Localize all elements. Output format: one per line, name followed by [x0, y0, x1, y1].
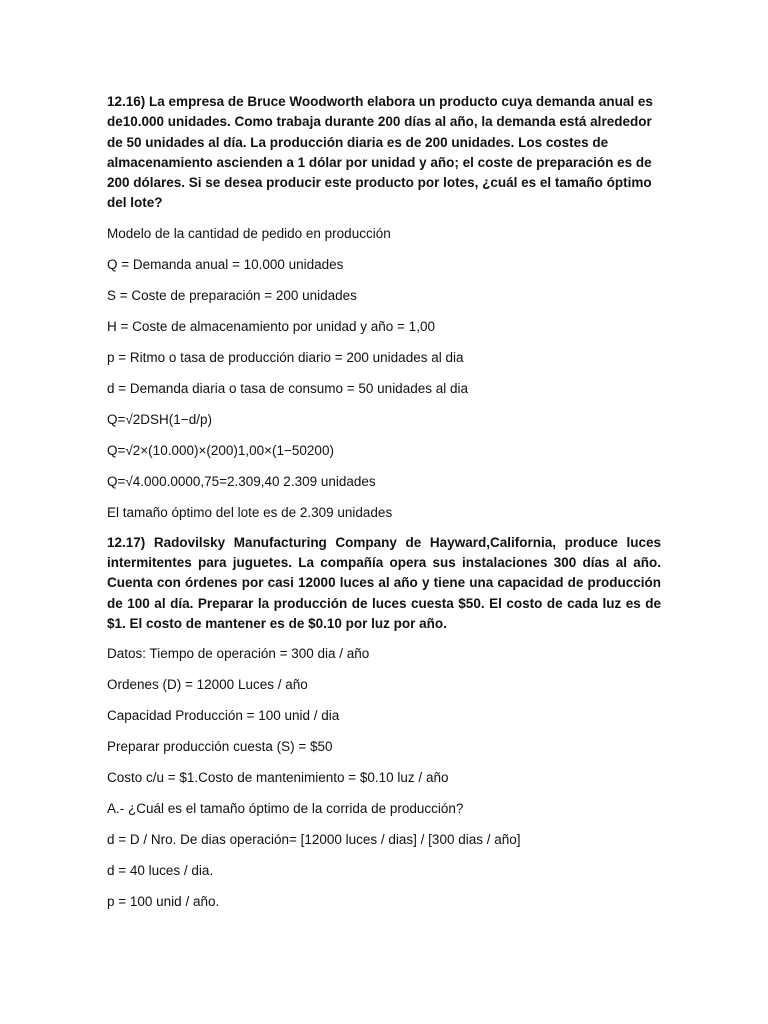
d-value-line: d = 40 luces / dia.: [107, 863, 214, 879]
eoq-formula: Q=√2DSH(1−d/p): [107, 411, 212, 427]
problem-12-16: [107, 92, 661, 214]
costo-line: Costo c/u = $1.Costo de mantenimiento = $0.10 luz / año: [107, 770, 449, 786]
d-formula-line: d = D / Nro. De dias operación= [12000 luces / dias] / [300 dias / año]: [107, 832, 521, 848]
definition-s: S = Coste de preparación = 200 unidades: [107, 287, 357, 303]
definition-q: Q = Demanda anual = 10.000 unidades: [107, 256, 344, 272]
problem-12-17: [107, 533, 661, 634]
document-page: [107, 92, 661, 912]
eoq-substitution: Q=√2×(10.000)×(200)1,00×(1−50200): [107, 442, 334, 458]
problem-number: 12.17): [107, 534, 146, 550]
definition-h: H = Coste de almacenamiento por unidad y año = 1,00: [107, 318, 435, 334]
problem-number: 12.16): [107, 94, 146, 109]
question-a: A.- ¿Cuál es el tamaño óptimo de la corrida de producción?: [107, 801, 464, 817]
conclusion: El tamaño óptimo del lote es de 2.309 unidades: [107, 504, 393, 520]
p-value-line: p = 100 unid / año.: [107, 894, 220, 910]
ordenes-line: Ordenes (D) = 12000 Luces / año: [107, 677, 308, 693]
preparar-line: Preparar producción cuesta (S) = $50: [107, 739, 333, 755]
definition-d: d = Demanda diaria o tasa de consumo = 50 unidades al dia: [107, 380, 468, 396]
capacidad-line: Capacidad Producción = 100 unid / dia: [107, 708, 340, 724]
model-heading: Modelo de la cantidad de pedido en producción: [107, 225, 391, 241]
datos-line: Datos: Tiempo de operación = 300 dia / año: [107, 646, 370, 662]
problem-statement: Radovilsky Manufacturing Company de Hayward,California, produce luces intermitentes para juguetes. La compañía opera sus instalaciones 300 días al año. Cuenta con órdenes por casi 12000 luces al año y tiene una capacidad de producción de 100 al día. Preparar la producción de luces cuesta $50. El costo de cada luz es de $1. El costo de mantener es de $0.10 por luz por año.: [107, 534, 661, 631]
eoq-result: Q=√4.000.0000,75=2.309,40 2.309 unidades: [107, 473, 376, 489]
problem-statement: La empresa de Bruce Woodworth elabora un producto cuya demanda anual es de10.000 unidades. Como trabaja durante 200 días al año, la demanda está alrededor de 50 unidades al día. La producción diaria es de 200 unidades. Los costes de almacenamiento ascienden a 1 dólar por unidad y año; el coste de preparación es de 200 dólares. Si se desea producir este producto por lotes, ¿cuál es el tamaño óptimo del lote?: [107, 94, 653, 211]
definition-p: p = Ritmo o tasa de producción diario = 200 unidades al dia: [107, 349, 464, 365]
